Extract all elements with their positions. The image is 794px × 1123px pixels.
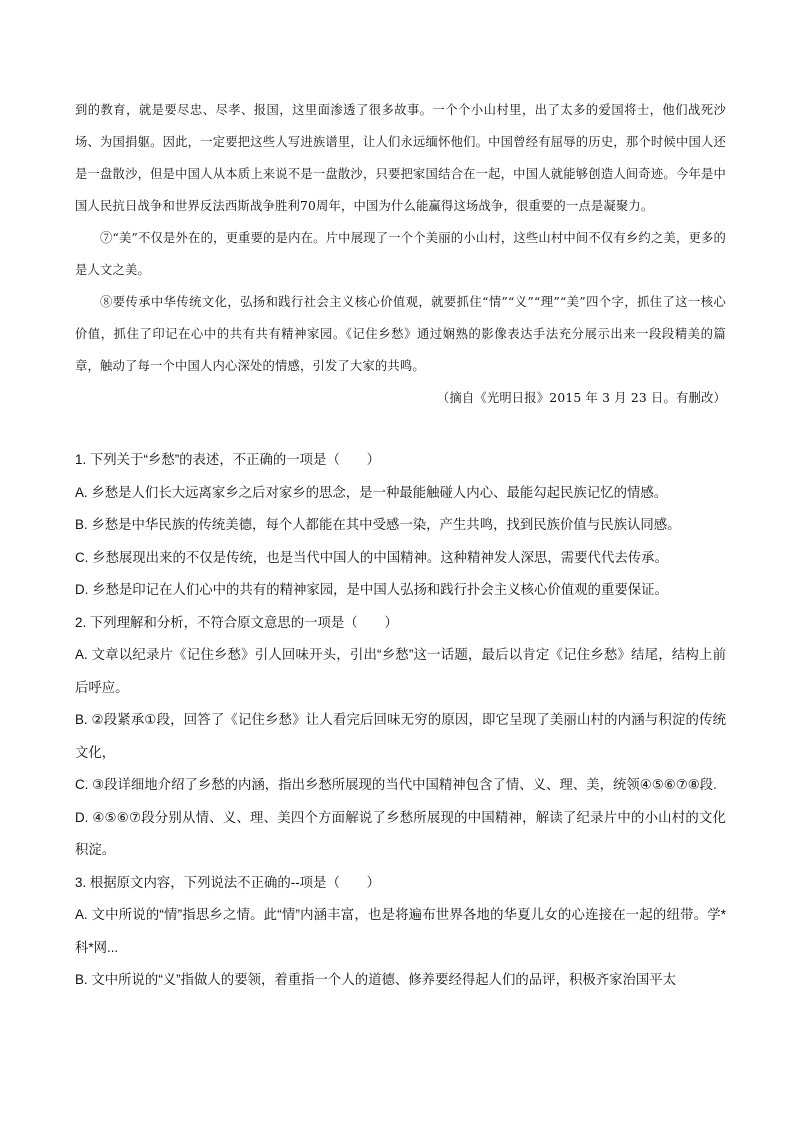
passage-paragraph-continued: 到的教育，就是要尽忠、尽孝、报国，这里面渗透了很多故事。一个个小山村里，出了太多的爱国将士，他们战死沙场、为国捐躯。因此，一定要把这些人写进族谱里，让人们永远缅怀他们。中国曾经有屈辱的历史，那个时候中国人还是一盘散沙，但是中国人从本质上来说不是一盘散沙，只要把家国结合在一起，中国人就能够创造人间奇迹。今年是中国人民抗日战争和世界反法西斯战争胜利70周年，中国为什么能赢得这场战争，很重要的一点是凝聚力。 — [75, 103, 726, 213]
option-b: B. 乡愁是中华民族的传统美德，每个人都能在其中受感一染，产生共鸣，找到民族价值与民族认同感。 — [75, 517, 681, 532]
question-3 — [75, 867, 726, 997]
question-stem: 2. 下列理解和分析，不符合原文意思的一项是（ ） — [75, 614, 398, 630]
passage-paragraph-8: ⑧要传承中华传统文化，弘扬和践行社会主义核心价值观，就要抓住“情”“义”“理”“美”四个字，抓住了这一核心价值，抓住了印记在心中的共有共有精神家园。《记住乡愁》通过娴熟的影像表达手法充分展示出来一段段精美的篇章，触动了每一个中国人内心深处的情感，引发了大家的共鸣。 — [75, 295, 726, 373]
option-b: B. ②段紧承①段，回答了《记住乡愁》让人看完后回味无穷的原因，即它呈现了美丽山村的内涵与积淀的传统文化， — [75, 712, 726, 760]
option-b: B. 文中所说的“义”指做人的要领，着重指一个人的道德、修养要经得起人们的品评，积极齐家治国平太 — [75, 972, 677, 987]
passage-paragraph-7: ⑦“美”不仅是外在的，更重要的是内在。片中展现了一个个美丽的小山村，这些山村中间不仅有乡约之美，更多的是人文之美。 — [75, 231, 726, 277]
option-d: D. ④⑤⑥⑦段分别从情、义、理、美四个方面解说了乡愁所展现的中国精神，解读了纪录片中的小山村的文化积淀。 — [75, 809, 726, 857]
reading-passage — [75, 94, 726, 414]
option-d: D. 乡愁是印记在人们心中的共有的精神家园，是中国人弘扬和践行扑会主义核心价值观的重要保证。 — [75, 582, 668, 597]
question-stem: 3. 根据原文内容，下列说法不正确的--项是（ ） — [75, 874, 381, 890]
option-a: A. 乡愁是人们长大远离家乡之后对家乡的思念，是一种最能触碰人内心、最能勾起民族记忆的情感。 — [75, 484, 668, 500]
option-a: A. 文中所说的“情”指思乡之情。此“情”内涵丰富，也是将遍布世界各地的华夏儿女的心连接在一起的纽带。学*科*网... — [75, 907, 726, 955]
question-2 — [75, 607, 726, 867]
question-list — [75, 444, 726, 997]
question-stem: 1. 下列关于“乡愁”的表述，不正确的一项是（ ） — [75, 452, 381, 467]
option-c: C. ③段详细地介绍了乡愁的内涵，指出乡愁所展现的当代中国精神包含了情、义、理、美，统领④⑤⑥⑦⑧段. — [75, 777, 717, 792]
option-c: C. 乡愁展现出来的不仅是传统，也是当代中国人的中国精神。这种精神发人深思，需要代代去传承。 — [75, 549, 668, 565]
question-1 — [75, 444, 726, 607]
passage-source: （摘自《光明日报》2015 年 3 月 23 日。有删改） — [436, 391, 726, 405]
option-a: A. 文章以纪录片《记住乡愁》引人回味开头，引出“乡愁”这一话题，最后以肯定《记住乡愁》结尾，结构上前后呼应。 — [75, 647, 726, 695]
